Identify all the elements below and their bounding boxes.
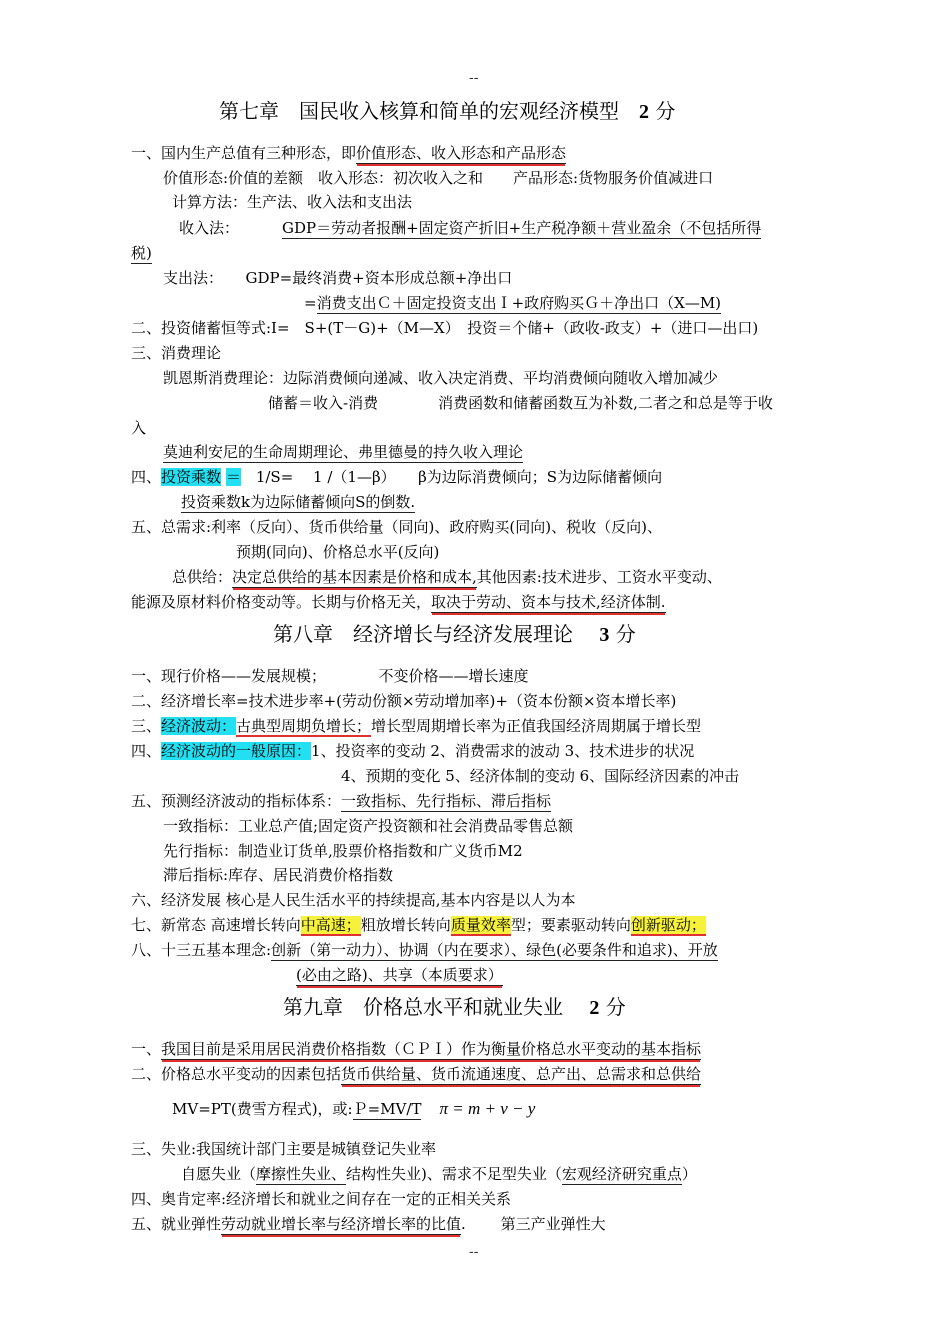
ch8-item-5 bbox=[131, 791, 551, 811]
ch8-classic-cycle: 古典型周期负增长； bbox=[236, 717, 372, 735]
ch8-causes-2: 4、预期的变化 5、经济体制的变动 6、国际经济因素的冲击 bbox=[341, 767, 740, 785]
ch7-item-5-cont: 预期(同向)、价格总水平(反向) bbox=[236, 543, 440, 561]
ch9-fisher-formula: Ｐ=MV/T bbox=[352, 1100, 422, 1118]
chapter-7-title-text: 第七章 国民收入核算和简单的宏观经济模型 bbox=[219, 99, 619, 123]
ch8-mid-high-speed: 中高速； bbox=[300, 916, 361, 934]
chapter-8-title-text: 第八章 经济增长与经济发展理论 bbox=[273, 622, 573, 646]
ch7-keynes: 凯恩斯消费理论：边际消费倾向递减、收入决定消费、平均消费倾向随收入增加减少 bbox=[163, 369, 719, 387]
ch7-value-forms: 价值形态:价值的差额 收入形态：初次收入之和 产品形态:货物服务价值减进口 bbox=[163, 169, 714, 187]
ch7-item-4 bbox=[131, 467, 662, 487]
ch7-supply-label: 总供给： bbox=[172, 568, 233, 586]
ch7-item-3: 三、消费理论 bbox=[131, 344, 222, 362]
ch7-income-tail-text: 税) bbox=[131, 244, 152, 262]
ch7-expenditure-formula-text: 消费支出Ｃ＋固定投资支出Ｉ+政府购买Ｇ＋净出口（X—M) bbox=[316, 294, 722, 312]
chapter-8-score: 3 bbox=[599, 624, 610, 646]
ch8-quality-efficiency: 质量效率 bbox=[450, 916, 511, 934]
ch7-multiplier-eq: ＝ bbox=[225, 468, 241, 486]
ch7-item-1 bbox=[131, 143, 566, 163]
ch7-life-cycle bbox=[163, 442, 523, 462]
chapter-9-score: 2 bbox=[589, 997, 600, 1019]
ch9-structural: 结构性失业)、需求不足型失业（ bbox=[346, 1165, 562, 1183]
ch9-inflation-formula: π = m + v − y bbox=[439, 1099, 536, 1118]
ch8-indicator-list: 一致指标、先行指标、滞后指标 bbox=[341, 792, 552, 810]
ch9-macro-focus: 宏观经济研究重点 bbox=[561, 1165, 682, 1183]
ch8-new-normal: 七、新常态 高速增长转向 bbox=[131, 916, 301, 934]
ch9-elasticity-def: 劳动就业增长率与经济增长率的比值 bbox=[221, 1215, 462, 1233]
ch7-expenditure-method: 支出法： GDP=最终消费+资本形成总额+净出口 bbox=[163, 269, 513, 287]
ch7-item-1-highlight: 价值形态、收入形态和产品形态 bbox=[356, 144, 567, 162]
ch7-multiplier-label: 投资乘数 bbox=[161, 468, 222, 486]
ch9-item-4: 四、奥肯定率:经济增长和就业之间存在一定的正相关关系 bbox=[131, 1190, 512, 1208]
ch8-item-2: 二、经济增长率=技术进步率+(劳动份额×劳动增加率)+（资本份额×资本增长率) bbox=[131, 692, 677, 710]
chapter-9-title bbox=[283, 993, 626, 1022]
ch8-causes-label: 经济波动的一般原因： bbox=[161, 742, 312, 760]
ch8-item-1: 一、现行价格——发展规模； 不变价格——增长速度 bbox=[131, 667, 529, 685]
ch8-leading: 先行指标：制造业订货单,股票价格指数和广义货币M2 bbox=[163, 842, 523, 860]
ch9-cpi: 我国目前是采用居民消费价格指数（ＣＰＩ）作为衡量价格总水平变动的基本指标 bbox=[161, 1040, 702, 1058]
footer-mark: -- bbox=[469, 1244, 479, 1260]
ch9-fisher bbox=[172, 1099, 535, 1119]
ch7-item-4-num: 四、 bbox=[131, 468, 162, 486]
ch7-item-5: 五、总需求:利率（反向）、货币供给量（同向)、政府购买(同向)、税收（反向)、 bbox=[131, 518, 662, 536]
ch7-item-1-text: 一、国内生产总值有三种形态，即 bbox=[131, 144, 357, 162]
ch8-coincident: 一致指标：工业总产值;固定资产投资额和社会消费品零售总额 bbox=[163, 817, 574, 835]
ch9-item-1 bbox=[131, 1039, 701, 1059]
ch7-supply-other: 其他因素:技术进步、工资水平变动、 bbox=[476, 568, 722, 586]
ch8-concepts-list: 创新（第一动力）、协调（内在要求）、绿色(必要条件和追求)、开放 bbox=[271, 941, 718, 959]
ch7-saving: 储蓄＝收入-消费 消费函数和储蓄函数互为补数,二者之和总是等于收 bbox=[268, 394, 773, 412]
ch9-close-paren: ） bbox=[681, 1165, 697, 1183]
ch9-factors: 货币供给量、货币流通速度、总产出、总需求和总供给 bbox=[341, 1065, 702, 1083]
ch8-fluctuation-label: 经济波动： bbox=[161, 717, 237, 735]
ch7-income-label: 收入法： bbox=[179, 219, 240, 237]
ch8-innovation-driven: 创新驱动； bbox=[630, 916, 706, 934]
chapter-9-title-text: 第九章 价格总水平和就业失业 bbox=[283, 995, 563, 1019]
ch7-saving-tail: 入 bbox=[131, 419, 147, 437]
ch9-factors-label: 二、价格总水平变动的因素包括 bbox=[131, 1065, 342, 1083]
ch7-calc-methods: 计算方法：生产法、收入法和支出法 bbox=[172, 193, 413, 211]
ch7-supply-highlight: 决定总供给的基本因素是价格和成本, bbox=[232, 568, 477, 586]
ch8-five-concepts: 八、十三五基本理念: bbox=[131, 941, 272, 959]
ch8-extensive: 粗放增长转向 bbox=[360, 916, 451, 934]
ch8-item-7 bbox=[131, 915, 706, 935]
ch9-item-1-num: 一、 bbox=[131, 1040, 162, 1058]
ch8-causes-1: 1、投资率的变动 2、消费需求的波动 3、技术进步的状况 bbox=[311, 742, 695, 760]
ch7-multiplier-formula: 1/S= 1 /（1—β） β为边际消费倾向；S为边际储蓄倾向 bbox=[240, 468, 663, 486]
ch8-item-3-num: 三、 bbox=[131, 717, 162, 735]
ch8-item-4 bbox=[131, 741, 694, 761]
ch8-indicator-system: 五、预测经济波动的指标体系： bbox=[131, 792, 342, 810]
ch8-item-3 bbox=[131, 716, 701, 736]
ch7-eq-sign: = bbox=[304, 294, 317, 312]
ch7-income-tail bbox=[131, 243, 152, 263]
ch8-item-8 bbox=[131, 940, 718, 960]
ch9-unemployment-types bbox=[181, 1164, 697, 1184]
ch8-item-6: 六、经济发展 核心是人民生活水平的持续提高,基本内容是以人为本 bbox=[131, 891, 576, 909]
ch7-multiplier-note-text: 投资乘数k为边际储蓄倾向S的倒数. bbox=[181, 493, 416, 511]
ch7-supply bbox=[172, 567, 722, 587]
ch7-supply-cont bbox=[131, 592, 666, 612]
ch9-item-5 bbox=[131, 1214, 606, 1234]
ch8-item-4-num: 四、 bbox=[131, 742, 162, 760]
ch8-growth-cycle: 增长型周期增长率为正值我国经济周期属于增长型 bbox=[371, 717, 702, 735]
header-mark: -- bbox=[469, 70, 479, 86]
chapter-8-title bbox=[273, 620, 636, 649]
ch8-concepts-cont-text: (必由之路)、共享（本质要求） bbox=[296, 966, 503, 984]
ch9-frictional: 摩擦性失业、 bbox=[256, 1165, 347, 1183]
ch7-multiplier-note bbox=[181, 492, 415, 512]
chapter-7-score: 2 bbox=[639, 101, 649, 123]
ch9-voluntary: 自愿失业（ bbox=[181, 1165, 257, 1183]
ch9-item-2 bbox=[131, 1064, 701, 1084]
chapter-7-title bbox=[219, 97, 675, 126]
ch7-supply-cont-text: 能源及原材料价格变动等。长期与价格无关， bbox=[131, 593, 432, 611]
ch9-tertiary: . 第三产业弹性大 bbox=[461, 1215, 606, 1233]
ch7-item-2: 二、投资储蓄恒等式:I= S+(T－G)+（M—X） 投资＝个储+（政收-政支）+（进口—出口) bbox=[131, 319, 759, 337]
ch9-fisher-text: MV=PT(费雪方程式)，或: bbox=[172, 1100, 353, 1118]
ch8-lagging: 滞后指标:库存、居民消费价格指数 bbox=[163, 866, 394, 884]
ch8-factor-driven: 型；要素驱动转向 bbox=[510, 916, 631, 934]
ch8-concepts-cont bbox=[296, 965, 503, 985]
chapter-8-score-unit: 分 bbox=[615, 622, 636, 646]
ch9-item-3: 三、失业:我国统计部门主要是城镇登记失业率 bbox=[131, 1140, 437, 1158]
ch7-income-method bbox=[179, 218, 761, 238]
ch7-supply-cont-highlight: 取决于劳动、资本与技术,经济体制. bbox=[431, 593, 666, 611]
ch7-income-formula: GDP＝劳动者报酬+固定资产折旧+生产税净额＋营业盈余（不包括所得 bbox=[282, 219, 762, 237]
chapter-9-score-unit: 分 bbox=[605, 995, 626, 1019]
chapter-7-score-unit: 分 bbox=[655, 99, 676, 123]
ch9-elasticity-label: 五、就业弹性 bbox=[131, 1215, 222, 1233]
ch7-life-cycle-text: 莫迪利安尼的生命周期理论、弗里德曼的持久收入理论 bbox=[163, 443, 524, 461]
ch7-expenditure-formula bbox=[304, 293, 721, 313]
